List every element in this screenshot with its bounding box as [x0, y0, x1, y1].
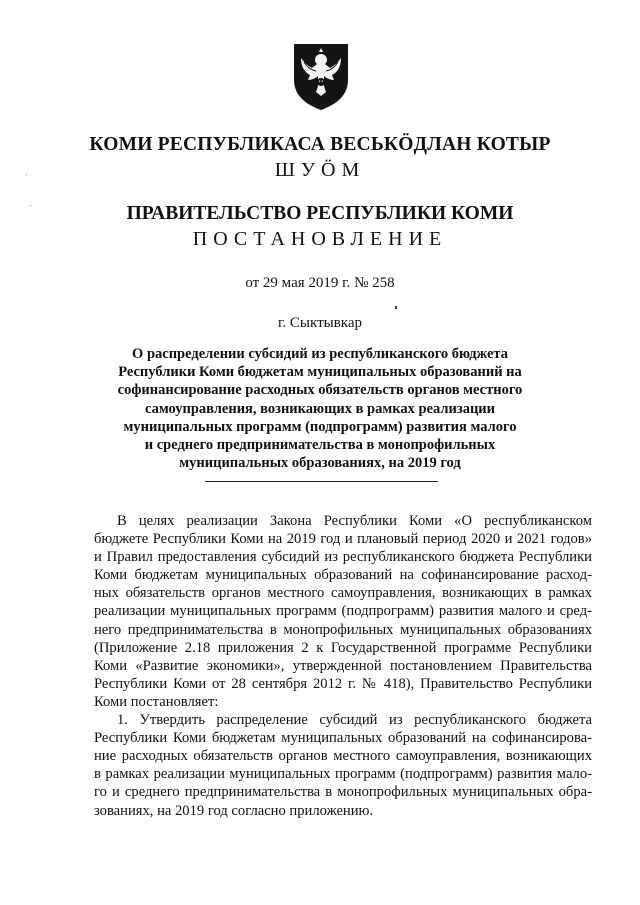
subject-line: Республики Коми бюджетам муниципальных образований на	[118, 364, 522, 381]
subject-line: муниципальных программ (подпрограмм) развития малого	[123, 418, 517, 435]
body-line: (Приложение 2.18 приложения 2 к Государственной программе Республики	[94, 639, 592, 656]
decree-city: г. Сыктывкар	[277, 315, 363, 331]
body-line: него предпринимательства в монопрофильных муниципальных образованиях	[94, 621, 592, 638]
decree-date-number: от 29 мая 2019 г. № 258	[245, 275, 395, 291]
body-line: Республики Коми бюджетам муниципальных образований на софинансирова-	[94, 730, 592, 747]
body-line: Республики Коми от 28 сентября 2012 г. № 418), Правительство Республики	[94, 675, 592, 692]
scan-speck	[30, 205, 31, 206]
subject-line: муниципальных образованиях, на 2019 год	[179, 455, 461, 472]
body-line: Коми бюджетам муниципальных образований на софинансирование расход-	[94, 567, 592, 584]
body-line: В целях реализации Закона Республики Коми «О республиканском	[117, 513, 592, 529]
body-line: го и среднего предпринимательства в монопрофильных муниципальных обра-	[94, 784, 592, 801]
subject-line: самоуправления, возникающих в рамках реализации	[144, 400, 496, 417]
decree-body	[94, 512, 592, 820]
body-line: ных обязательств органов местного самоуправления, возникающих в рамках	[94, 585, 592, 602]
komi-coat-of-arms-icon	[290, 40, 352, 112]
subject-line: О распределении субсидий из республиканского бюджета	[132, 346, 508, 362]
russian-document-type: ПОСТАНОВЛЕНИЕ	[192, 228, 448, 250]
scan-speck	[26, 174, 27, 175]
body-line: реализации муниципальных программ (подпрограмм) развития малого и сред-	[94, 603, 592, 620]
komi-government-name: КОМИ РЕСПУБЛИКАСА ВЕСЬКӦДЛАН КОТЫР	[89, 134, 551, 155]
body-line: 1. Утвердить распределение субсидий из республиканского бюджета	[117, 712, 592, 729]
body-line: ние расходных обязательств органов местного самоуправления, возникающих	[94, 748, 592, 765]
komi-document-type: ШУӦМ	[274, 159, 366, 181]
decree-subject	[100, 345, 540, 472]
body-line: Коми «Развитие экономики», утвержденной постановлением Правительства	[94, 657, 592, 674]
body-line: и Правил предоставления субсидий из республиканского бюджета Республики	[94, 549, 592, 566]
russian-government-name: ПРАВИТЕЛЬСТВО РЕСПУБЛИКИ КОМИ	[126, 203, 514, 224]
scan-mark	[395, 306, 397, 309]
subject-line: софинансирование расходных обязательств органов местного	[117, 382, 523, 399]
body-line: в рамках реализации муниципальных программ (подпрограмм) развития мало-	[94, 766, 592, 783]
body-line: Коми постановляет:	[94, 693, 219, 710]
subject-line: и среднего предпринимательства в монопрофильных	[144, 437, 496, 454]
body-line: бюджете Республики Коми на 2019 год и плановый период 2020 и 2021 годов»	[94, 531, 592, 548]
separator-rule	[205, 481, 438, 482]
body-line: зованиях, на 2019 год согласно приложению.	[94, 802, 374, 819]
